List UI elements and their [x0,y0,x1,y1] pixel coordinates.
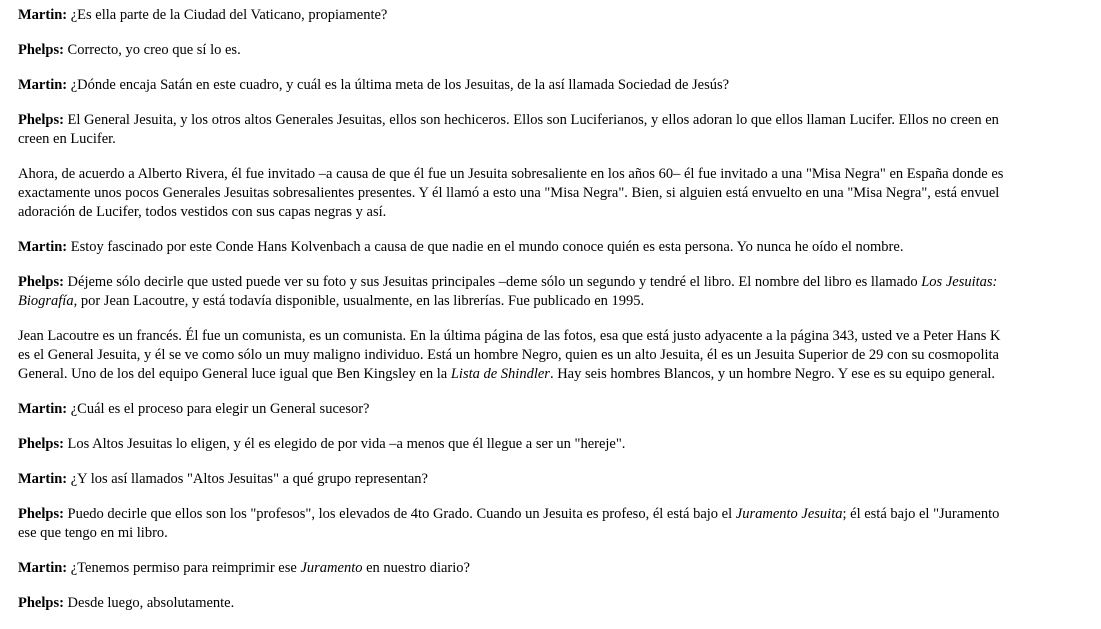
dialogue-text: Estoy fascinado por este Conde Hans Kolvenbach a causa de que nadie en el mundo conoce quién es esta persona. Yo nunca he oído el nombre. [70,239,904,255]
speaker-name: Martin: [18,7,68,23]
dialogue-text: adoración de Lucifer, todos vestidos con sus capas negras y así. [18,204,387,220]
italic-title-text: Juramento [300,560,363,576]
transcript-paragraph [18,111,1101,149]
speaker-name: Phelps: [18,595,64,611]
dialogue-text: Puedo decirle que ellos son los "profesos", los elevados de 4to Grado. Cuando un Jesuita es profeso, él está bajo el [67,506,736,522]
speaker-name: Martin: [18,471,68,487]
speaker-name: Martin: [18,401,68,417]
speaker-name: Martin: [18,560,68,576]
dialogue-text: , por Jean Lacoutre, y está todavía disponible, usualmente, en las librerías. Fue publicado en 1995. [73,293,645,309]
transcript-paragraph [18,559,1101,578]
transcript-paragraph [18,400,1101,419]
italic-title-text: Los Jesuitas: [921,274,998,290]
paragraph-line [18,238,1101,257]
speaker-name: Martin: [18,239,68,255]
dialogue-text: creen en Lucifer. [18,131,116,147]
transcript-paragraph [18,505,1101,543]
dialogue-text: ¿Y los así llamados "Altos Jesuitas" a qué grupo representan? [70,471,428,487]
paragraph-line [18,130,1101,149]
dialogue-text: ; él está bajo el "Juramento [842,506,1000,522]
paragraph-line [18,505,1101,524]
paragraph-line [18,292,1101,311]
dialogue-text: Jean Lacoutre es un francés. Él fue un comunista, es un comunista. En la última página de las fotos, esa que está justo adyacente a la página 343, usted ve a Peter Hans K [18,328,1001,344]
paragraph-line [18,6,1101,25]
paragraph-line [18,400,1101,419]
transcript-paragraph [18,273,1101,311]
speaker-name: Phelps: [18,506,64,522]
paragraph-line [18,165,1101,184]
paragraph-line [18,435,1101,454]
transcript-paragraph [18,470,1101,489]
dialogue-text: Déjeme sólo decirle que usted puede ver su foto y sus Jesuitas principales –deme sólo un segundo y tendré el libro. El nombre del libro es llamado [67,274,922,290]
speaker-name: Martin: [18,77,68,93]
speaker-name: Phelps: [18,436,64,452]
dialogue-text: en nuestro diario? [362,560,470,576]
paragraph-line [18,470,1101,489]
dialogue-text: Correcto, yo creo que sí lo es. [67,42,241,58]
transcript-paragraph [18,41,1101,60]
dialogue-text: Los Altos Jesuitas lo eligen, y él es elegido de por vida –a menos que él llegue a ser un "hereje". [67,436,626,452]
dialogue-text: Ahora, de acuerdo a Alberto Rivera, él fue invitado –a causa de que él fue un Jesuita sobresaliente en los años 60– él fue invitado a una "Misa Negra" en España donde es [18,166,1004,182]
dialogue-text: . Hay seis hombres Blancos, y un hombre Negro. Y ese es su equipo general. [549,366,996,382]
dialogue-text: ¿Dónde encaja Satán en este cuadro, y cuál es la última meta de los Jesuitas, de la así llamada Sociedad de Jesús? [70,77,730,93]
paragraph-line [18,365,1101,384]
dialogue-text: Desde luego, absolutamente. [67,595,235,611]
dialogue-text: ¿Cuál es el proceso para elegir un General sucesor? [70,401,370,417]
paragraph-line [18,524,1101,543]
transcript-paragraph [18,165,1101,222]
dialogue-text: es el General Jesuita, y él se ve como sólo un muy maligno individuo. Está un hombre Negro, quien es un alto Jesuita, él es un Jesuita Superior de 29 con su cosmopolita [18,347,999,363]
speaker-name: Phelps: [18,112,64,128]
italic-title-text: Biografía [18,293,74,309]
paragraph-line [18,111,1101,130]
transcript-paragraph [18,327,1101,384]
paragraph-line [18,346,1101,365]
transcript-paragraph [18,76,1101,95]
dialogue-text: ¿Tenemos permiso para reimprimir ese [70,560,301,576]
italic-title-text: Lista de Shindler [450,366,550,382]
dialogue-text: ese que tengo en mi libro. [18,525,168,541]
paragraph-line [18,76,1101,95]
transcript-paragraph [18,435,1101,454]
paragraph-line [18,184,1101,203]
italic-title-text: Juramento Jesuita [735,506,843,522]
dialogue-text: General. Uno de los del equipo General luce igual que Ben Kingsley en la [18,366,451,382]
interview-transcript [18,6,1101,629]
dialogue-text: ¿Es ella parte de la Ciudad del Vaticano, propiamente? [70,7,388,23]
transcript-paragraph [18,238,1101,257]
paragraph-line [18,559,1101,578]
paragraph-line [18,327,1101,346]
paragraph-line [18,41,1101,60]
speaker-name: Phelps: [18,42,64,58]
speaker-name: Phelps: [18,274,64,290]
paragraph-line [18,273,1101,292]
paragraph-line [18,203,1101,222]
dialogue-text: El General Jesuita, y los otros altos Generales Jesuitas, ellos son hechiceros. Ellos son Luciferianos, y ellos adoran lo que ellos llaman Lucifer. Ellos no creen en [67,112,999,128]
transcript-paragraph [18,6,1101,25]
dialogue-text: exactamente unos pocos Generales Jesuitas sobresalientes presentes. Y él llamó a esto una "Misa Negra". Bien, si alguien está envuelto en una "Misa Negra", está envuel [18,185,1000,201]
